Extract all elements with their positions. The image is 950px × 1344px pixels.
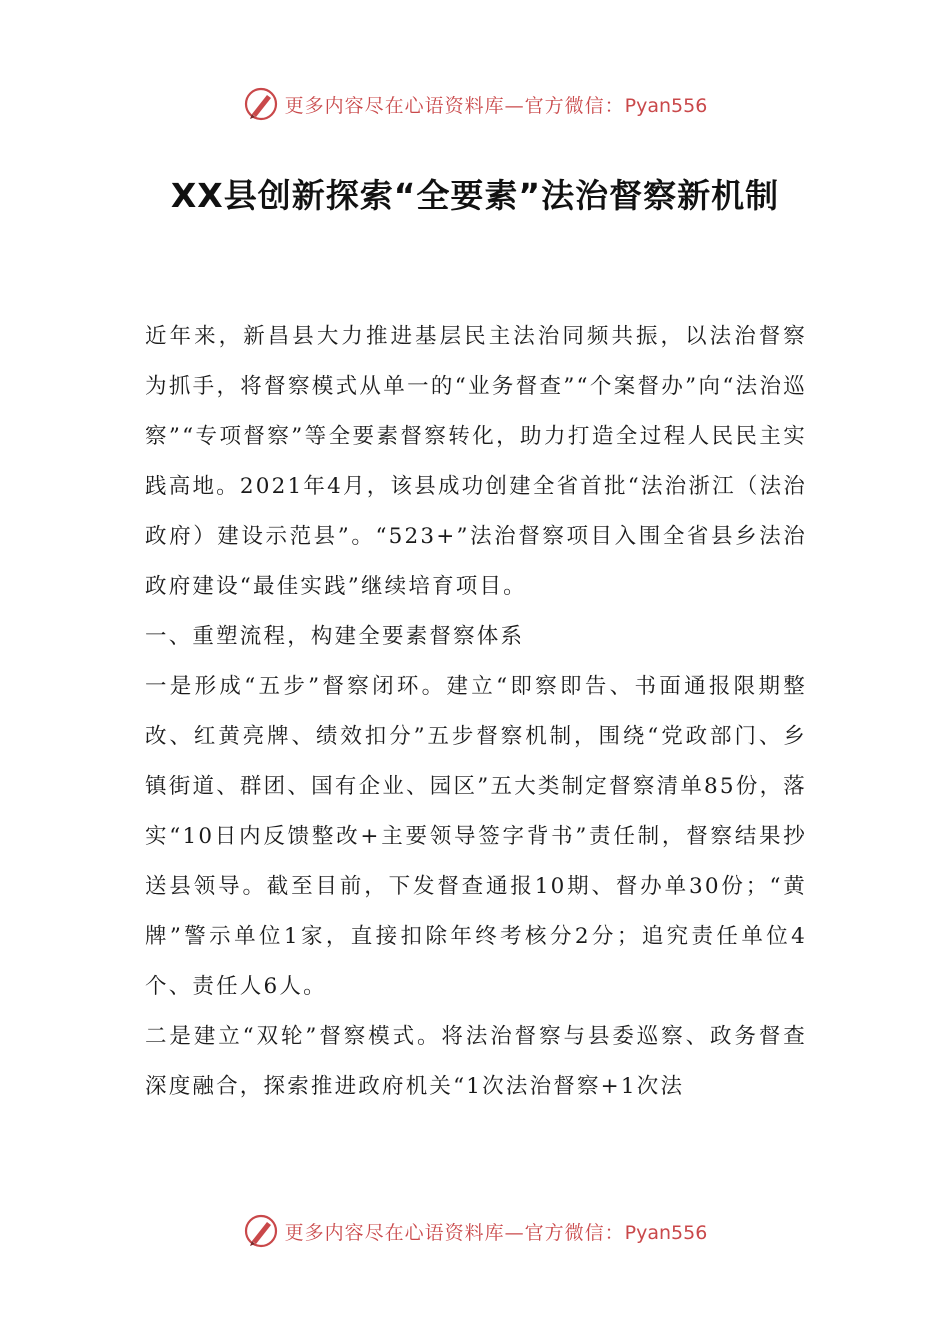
body-paragraph: 二是建立“双轮”督察模式。将法治督察与县委巡察、政务督查深度融合，探索推进政府机关“1次法治督察+1次法 xyxy=(145,1024,807,1099)
section-heading: 一、重塑流程，构建全要素督察体系 xyxy=(145,624,525,649)
wechat-id: Pyan556 xyxy=(624,1221,708,1244)
body-paragraph: 一是形成“五步”督察闭环。建立“即察即告、书面通报限期整改、红黄亮牌、绩效扣分”五步督察机制，围绕“党政部门、乡镇街道、群团、国有企业、园区”五大类制定督察清单85份，落实“10日内反馈整改+主要领导签字背书”责任制，督察结果抄送县领导。截至目前，下发督查通报10期、督办单30份；“黄牌”警示单位1家，直接扣除年终考核分2分；追究责任单位4个、责任人6人。 xyxy=(145,674,807,999)
document-body xyxy=(145,312,807,1112)
footer-banner xyxy=(0,1209,950,1253)
wechat-id: Pyan556 xyxy=(624,94,708,117)
pen-logo-icon xyxy=(243,86,279,122)
banner-text: 更多内容尽在心语资料库—官方微信：Pyan556 xyxy=(284,1221,708,1244)
header-banner xyxy=(0,82,950,126)
document-title: XX县创新探索“全要素”法治督察新机制 xyxy=(170,176,780,215)
banner-text: 更多内容尽在心语资料库—官方微信：Pyan556 xyxy=(284,94,708,117)
intro-paragraph: 近年来，新昌县大力推进基层民主法治同频共振，以法治督察为抓手，将督察模式从单一的“业务督查”“个案督办”向“法治巡察”“专项督察”等全要素督察转化，助力打造全过程人民民主实践高地。2021年4月，该县成功创建全省首批“法治浙江（法治政府）建设示范县”。“523+”法治督察项目入围全省县乡法治政府建设“最佳实践”继续培育项目。 xyxy=(145,324,807,599)
pen-logo-icon xyxy=(243,1213,279,1249)
